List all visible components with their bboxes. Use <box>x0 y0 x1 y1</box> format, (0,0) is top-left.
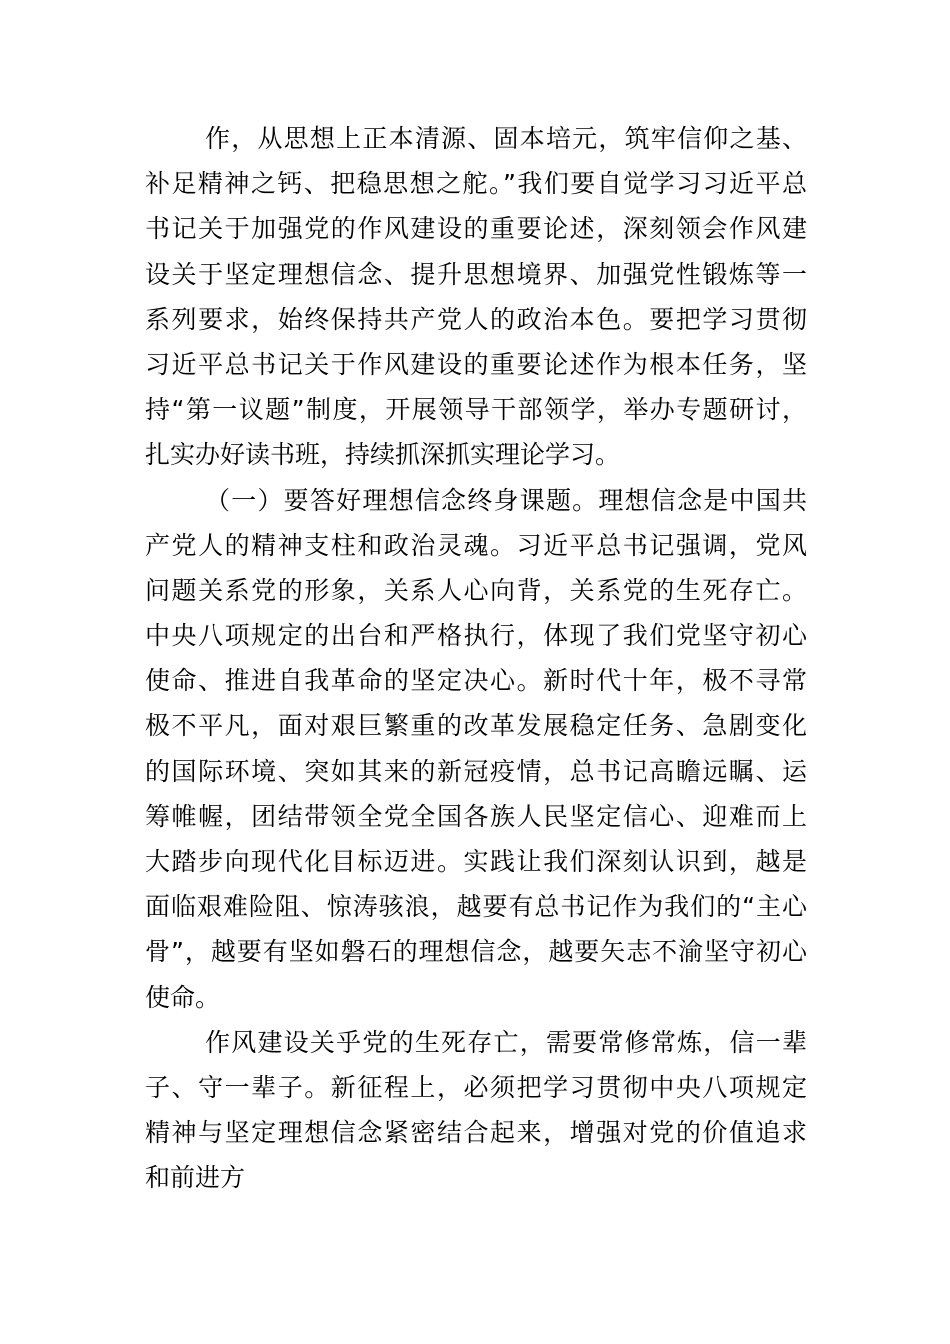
text-line: 大踏步向现代化目标迈进。实践让我们深刻认识到，越是 <box>145 847 807 876</box>
text-line: 使命、推进自我革命的坚定决心。新时代十年，极不寻常 <box>145 666 807 696</box>
text-line: 骨”，越要有坚如磐石的理想信念，越要矢志不渝坚守初心 <box>145 937 807 967</box>
text-line: 和前进方 <box>145 1163 246 1193</box>
text-line: 使命。 <box>145 982 221 1012</box>
text-line: 补足精神之钙、把稳思想之舵。”我们要自觉学习习近平总 <box>145 169 807 199</box>
text-line: 书记关于加强党的作风建设的重要论述，深刻领会作风建 <box>145 214 807 244</box>
text-line: 扎实办好读书班，持续抓深抓实理论学习。 <box>145 440 621 470</box>
text-line: 中央八项规定的出台和严格执行，体现了我们党坚守初心 <box>145 621 807 651</box>
text-line: 子、守一辈子。新征程上，必须把学习贯彻中央八项规定 <box>145 1072 807 1102</box>
text-line: 持“第一议题”制度，开展领导干部领学，举办专题研讨， <box>145 395 807 425</box>
text-line: 筹帷幄，团结带领全党全国各族人民坚定信心、迎难而上 <box>145 801 807 831</box>
text-line: 面临艰难险阻、惊涛骇浪，越要有总书记作为我们的“主心 <box>145 892 807 922</box>
text-line: 系列要求，始终保持共产党人的政治本色。要把学习贯彻 <box>145 304 807 334</box>
paragraph-3 <box>145 1020 807 1201</box>
paragraph-1 <box>145 116 807 478</box>
text-line: 设关于坚定理想信念、提升思想境界、加强党性锻炼等一 <box>145 259 807 289</box>
paragraph-2 <box>145 478 807 1020</box>
text-line: 的国际环境、突如其来的新冠疫情，总书记高瞻远瞩、运 <box>145 756 807 786</box>
text-line: 问题关系党的形象，关系人心向背，关系党的生死存亡。 <box>145 575 807 605</box>
section-heading-line: （一）要答好理想信念终身课题。理想信念是中国共 <box>205 485 807 515</box>
document-body <box>145 116 807 1201</box>
text-line: 习近平总书记关于作风建设的重要论述作为根本任务，坚 <box>145 349 807 379</box>
text-line: 作，从思想上正本清源、固本培元，筑牢信仰之基、 <box>205 124 807 153</box>
text-line: 产党人的精神支柱和政治灵魂。习近平总书记强调，党风 <box>145 530 807 560</box>
text-line: 极不平凡，面对艰巨繁重的改革发展稳定任务、急剧变化 <box>145 711 807 741</box>
text-line: 作风建设关乎党的生死存亡，需要常修常炼，信一辈 <box>205 1027 807 1057</box>
text-line: 精神与坚定理想信念紧密结合起来，增强对党的价值追求 <box>145 1118 807 1148</box>
